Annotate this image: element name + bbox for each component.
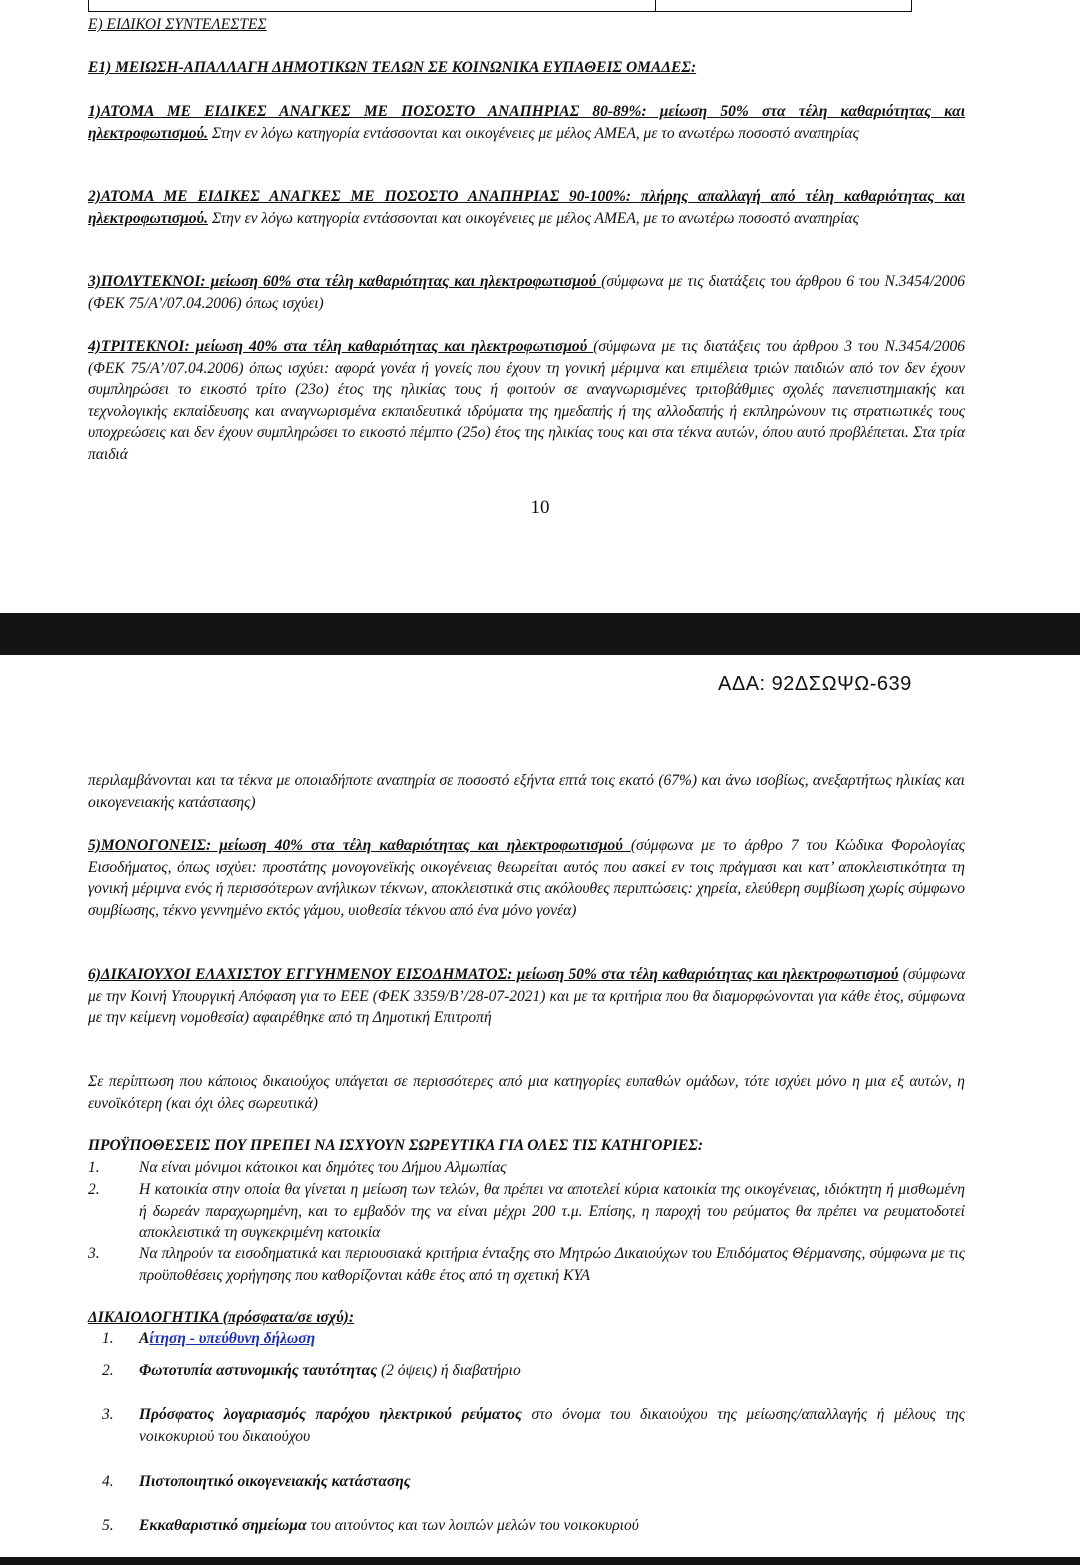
page-separator [0,613,1080,655]
table-border-fragment [654,0,912,12]
section-e-heading: Ε) ΕΙΔΙΚΟΙ ΣΥΝΤΕΛΕΣΤΕΣ [88,16,267,33]
document-item: 3. Πρόσφατος λογαριασμός παρόχου ηλεκτρικού ρεύματος στο όνομα του δικαιούχου της μείωσης/απαλλαγής ή μέλους της νοικοκυριού του δικαιούχου [102,1406,966,1445]
table-border-fragment [88,0,656,12]
prerequisites-title: ΠΡΟΫΠΟΘΕΣΕΙΣ ΠΟΥ ΠΡΕΠΕΙ ΝΑ ΙΣΧΥΟΥΝ ΣΩΡΕΥΤΙΚΑ ΓΙΑ ΟΛΕΣ ΤΙΣ ΚΑΤΗΓΟΡΙΕΣ: [88,1137,703,1154]
bottom-bar [0,1557,1080,1565]
category-3-paragraph: 3)ΠΟΛΥΤΕΚΝΟΙ: μείωση 60% στα τέλη καθαριότητας και ηλεκτροφωτισμού (σύμφωνα με τις διατάξεις του άρθρου 6 του Ν.3454/2006 (ΦΕΚ 75/Α’/07.04.2006) όπως ισχύει) [88,273,966,312]
application-link[interactable]: ίτηση - υπεύθυνη δήλωση [149,1330,316,1347]
category-1-paragraph: 1)ΑΤΟΜΑ ΜΕ ΕΙΔΙΚΕΣ ΑΝΑΓΚΕΣ ΜΕ ΠΟΣΟΣΤΟ ΑΝΑΠΗΡΙΑΣ 80-89%: μείωση 50% στα τέλη καθαριότητας και ηλεκτροφωτισμού. Στην εν λόγω κατηγορία εντάσσονται και οικογένειες με μέλος ΑΜΕΑ, με το ανωτέρω ποσοστό αναπηρίας [88,103,965,142]
category-2-paragraph: 2)ΑΤΟΜΑ ΜΕ ΕΙΔΙΚΕΣ ΑΝΑΓΚΕΣ ΜΕ ΠΟΣΟΣΤΟ ΑΝΑΠΗΡΙΑΣ 90-100%: πλήρης απαλλαγή από τέλη καθαριότητας και ηλεκτροφωτισμού. Στην εν λόγω κατηγορία εντάσσονται και οικογένειες με μέλος ΑΜΕΑ, με το ανωτέρω ποσοστό αναπηρίας [88,188,965,227]
page-number: 10 [530,497,550,518]
section-e1-heading: Ε1) ΜΕΙΩΣΗ-ΑΠΑΛΛΑΓΗ ΔΗΜΟΤΙΚΩΝ ΤΕΛΩΝ ΣΕ ΚΟΙΝΩΝΙΚΑ ΕΥΠΑΘΕΙΣ ΟΜΑΔΕΣ: [88,59,697,76]
category-4-continuation: περιλαμβάνονται και τα τέκνα με οποιαδήποτε αναπηρία σε ποσοστό εξήντα επτά τοις εκατό (67%) και άνω ισοβίως, ανεξαρτήτως ηλικίας και οικογενειακής κατάστασης) [88,772,965,811]
ada-code: ΑΔΑ: 92ΔΣΩΨΩ-639 [718,673,912,695]
category-4-paragraph: 4)ΤΡΙΤΕΚΝΟΙ: μείωση 40% στα τέλη καθαριότητας και ηλεκτροφωτισμού (σύμφωνα με τις διατάξεις του άρθρου 3 του Ν.3454/2006 (ΦΕΚ 75/Α’/07.04.2006) όπως ισχύει: αφορά γονέα ή γονείς που έχουν τη γονική μέριμνα και επιμέλεια τριών παιδιών από τον δεν έχουν συμπληρώσει το εικοστό τρίτο (23ο) έτος της ηλικίας τους ή φοιτούν σε αναγνωρισμένες τριτοβάθμιες σχολές πανεπιστημιακής και τεχνολογικής εκπαίδευσης και αναγνωρισμένα εκπαιδευτικά ιδρύματα της ημεδαπής ή της αλλοδαπής ή εκπληρώνουν τις στρατιωτικές τους υποχρεώσεις και δεν έχουν συμπληρώσει το εικοστό πέμπτο (25ο) έτος της ηλικίας τους και στα τέκνα αυτών, όπου αυτό προβλέπεται. Στα τρία παιδιά [88,338,966,463]
category-6-paragraph: 6)ΔΙΚΑΙΟΥΧΟΙ ΕΛΑΧΙΣΤΟΥ ΕΓΓΥΗΜΕΝΟΥ ΕΙΣΟΔΗΜΑΤΟΣ: μείωση 50% στα τέλη καθαριότητας και ηλεκτροφωτισμού (σύμφωνα με την Κοινή Υπουργική Απόφαση για το ΕΕΕ (ΦΕΚ 3359/Β’/28-07-2021) και με τα κριτήρια που θα διαμορφώνονται για κάθε έτος, σύμφωνα με την κείμενη νομοθεσία) αφαιρέθηκε από τη Δημοτική Επιτροπή [88,966,965,1026]
documents-title: ΔΙΚΑΙΟΛΟΓΗΤΙΚΑ (πρόσφατα/σε ισχύ): [88,1309,354,1326]
category-5-paragraph: 5)ΜΟΝΟΓΟΝΕΙΣ: μείωση 40% στα τέλη καθαριότητας και ηλεκτροφωτισμού (σύμφωνα με το άρθρο 7 του Κώδικα Φορολογίας Εισοδήματος, όπως ισχύει: προστάτης μονογονεϊκής οικογένειας θεωρείται αυτός που ασκεί εν τοις πράγμασι και κατ’ αποκλειστικότητα τη γονική μέριμνα ενός ή περισσότερων ανήλικων τέκνων, αποκλειστικά στις ακόλουθες περιπτώσεις: χηρεία, ελεύθερη συμβίωση χωρίς σύμφωνο συμβίωσης, τέκνο γεννημένο εκτός γάμου, υιοθεσία τέκνου από ένα μόνο γονέα) [88,837,966,919]
document-page-10 [0,0,1080,613]
prerequisite-item: 2. Η κατοικία στην οποία θα γίνεται η μείωση των τελών, θα πρέπει να αποτελεί κύρια κατοικία της οικογένειας, ιδιόκτητη ή μισθωμένη ή δωρεάν παραχωρημένη, και το εμβαδόν της να είναι μέχρι 200 τ.μ. Επίσης, η παροχή του ρεύματος θα πρέπει να ρευματοδοτεί αποκλειστικά τη συγκεκριμένη κατοικία [88,1181,965,1241]
cumulative-note: Σε περίπτωση που κάποιος δικαιούχος υπάγεται σε περισσότερες από μια κατηγορίες ευπαθών ομάδων, τότε ισχύει μόνο η μια εξ αυτών, η ευνοϊκότερη (και όχι όλες σωρευτικά) [88,1073,965,1112]
prerequisite-item: 3. Να πληρούν τα εισοδηματικά και περιουσιακά κριτήρια ένταξης στο Μητρώο Δικαιούχων του Επιδόματος Θέρμανσης, σύμφωνα με τις προϋποθέσεις χορήγησης που καθορίζονται κάθε έτος από τη σχετική ΚΥΑ [88,1245,965,1284]
